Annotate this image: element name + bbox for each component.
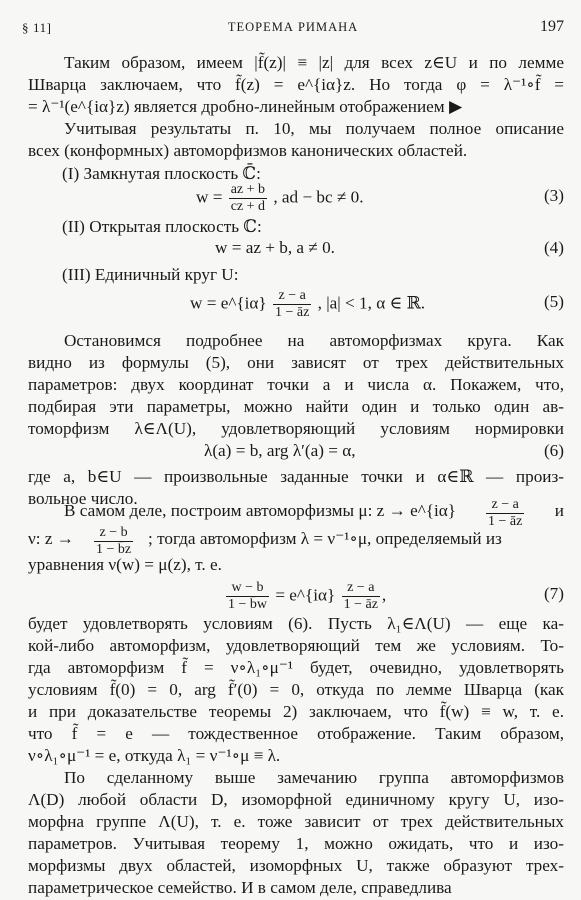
fraction-numerator: z − a (342, 580, 380, 597)
equation-5 (28, 284, 564, 324)
text-line: параметров: двух координат точки a и числа α. Покажем, что, (28, 375, 564, 394)
text-line: параметров. Учитывая теорему 1, можно ожидать, что и изо- (28, 834, 564, 853)
line-head: ν: z → (28, 529, 74, 548)
equation-6 (28, 441, 564, 463)
eq-lhs: w = (196, 187, 223, 207)
text-line: всех (конформных) автоморфизмов канонических областей. (28, 141, 468, 160)
eq-tail: , (381, 585, 387, 605)
equation-number: (6) (543, 441, 564, 460)
equation-4 (28, 238, 564, 260)
text-line: томорфизм λ∈Λ(U), удовлетворяющий условиям нормировки (28, 419, 564, 438)
text-line: Λ(D) любой области D, изоморфной единичному кругу U, изо- (28, 790, 564, 809)
text-line: вольное число. (28, 489, 138, 508)
fraction-numerator: w − b (226, 580, 269, 597)
equation-number: (7) (543, 584, 564, 603)
fraction (229, 182, 267, 215)
section-marker: § 11] (22, 20, 52, 35)
text-line: Остановимся подробнее на автоморфизмах круга. Как (64, 331, 564, 350)
running-header (22, 18, 564, 38)
fraction-numerator: az + b (230, 182, 266, 197)
equation-number: (4) (543, 238, 564, 257)
case-label: (II) Открытая плоскость ℂ: (62, 217, 262, 236)
text-line: где a, b∈U — произвольные заданные точки и α∈ℝ — произ- (28, 467, 564, 486)
text-line: что f̃ = e — тождественное отображение. Таким образом, (28, 724, 564, 743)
fraction-denominator: 1 − b̄w (228, 597, 268, 612)
line-tail: и (554, 501, 564, 520)
fraction-denominator: 1 − āz (488, 514, 523, 529)
text-line: подбирая эти параметры, можно найти один и только один ав- (28, 397, 564, 416)
eq-body: λ(a) = b, arg λ′(a) = α, (204, 441, 356, 460)
equation-7 (28, 576, 564, 616)
fraction-denominator: cz + d (230, 199, 266, 214)
fraction (342, 580, 380, 613)
running-title: ТЕОРЕМА РИМАНА (227, 20, 359, 34)
fraction-denominator: 1 − āz (343, 597, 378, 612)
text-line: морфна группе Λ(U), т. е. тоже зависит от трех действительных (28, 812, 564, 831)
page-number: 197 (540, 18, 564, 35)
text-line: ν∘λ₁∘μ⁻¹ = e, откуда λ₁ = ν⁻¹∘μ ≡ λ. (28, 746, 281, 765)
eq-lhs: w = e^{iα} (190, 293, 267, 313)
fraction-numerator: z − a (486, 497, 524, 514)
text-line: параметрическое семейство. И в самом деле, справедлива (28, 878, 452, 897)
text-line: Таким образом, имеем |f̃(z)| ≡ |z| для всех z∈U и по лемме (64, 53, 564, 72)
text-line: Учитывая результаты п. 10, мы получаем полное описание (64, 119, 564, 138)
fraction (273, 288, 311, 321)
line-text: ; тогда автоморфизм λ = ν⁻¹∘μ, определяемый из (148, 529, 502, 548)
text-line: уравнения ν(w) = μ(z), т. е. (28, 555, 222, 574)
text-line: гда автоморфизм f̃ = ν∘λ₁∘μ⁻¹ будет, очевидно, удовлетворять (28, 658, 564, 677)
text-line: и при доказательстве теоремы 2) заключаем, что f̃(w) ≡ w, т. е. (28, 702, 564, 721)
eq-body: w = az + b, a ≠ 0. (215, 238, 335, 257)
text-line: = λ⁻¹(e^{iα}z) является дробно-линейным отображением ▶ (28, 97, 463, 116)
text-line: будет удовлетворять условиям (6). Пусть λ₁∈Λ(U) — еще ка- (28, 614, 564, 633)
case-label: (III) Единичный круг U: (62, 265, 239, 284)
eq-mid: = e^{iα} (275, 585, 336, 605)
case-label: (I) Замкнутая плоскость ℂ̄: (62, 164, 261, 183)
equation-number: (5) (543, 292, 564, 311)
fraction-numerator: z − a (273, 288, 311, 305)
fraction-denominator: 1 − āz (274, 305, 310, 320)
text-line: морфизмы двух областей, изоморфных U, также образуют трех- (28, 856, 564, 875)
eq-condition: , |a| < 1, α ∈ ℝ. (317, 293, 426, 313)
fraction-numerator: z − b (94, 525, 133, 542)
text-line: Шварца заключаем, что f̃(z) = e^{iα}z. Но тогда φ = λ⁻¹∘f̃ = (28, 75, 564, 94)
text-line: видно из формулы (5), они зависят от трех действительных (28, 353, 564, 372)
text-line: По сделанному выше замечанию группа автоморфизмов (64, 768, 564, 787)
text-line: кой-либо автоморфизм, удовлетворяющий тем же условиям. То- (28, 636, 564, 655)
equation-3 (28, 178, 564, 218)
fraction-denominator: 1 − b̄z (96, 542, 132, 557)
line-text: В самом деле, построим автоморфизмы μ: z → e^{iα} (64, 501, 457, 520)
eq-condition: , ad − bc ≠ 0. (273, 187, 364, 207)
text-line: условиям f̃(0) = 0, arg f̃′(0) = 0, откуда по лемме Шварца (как (28, 680, 564, 699)
fraction (226, 580, 269, 613)
equation-number: (3) (543, 186, 564, 205)
